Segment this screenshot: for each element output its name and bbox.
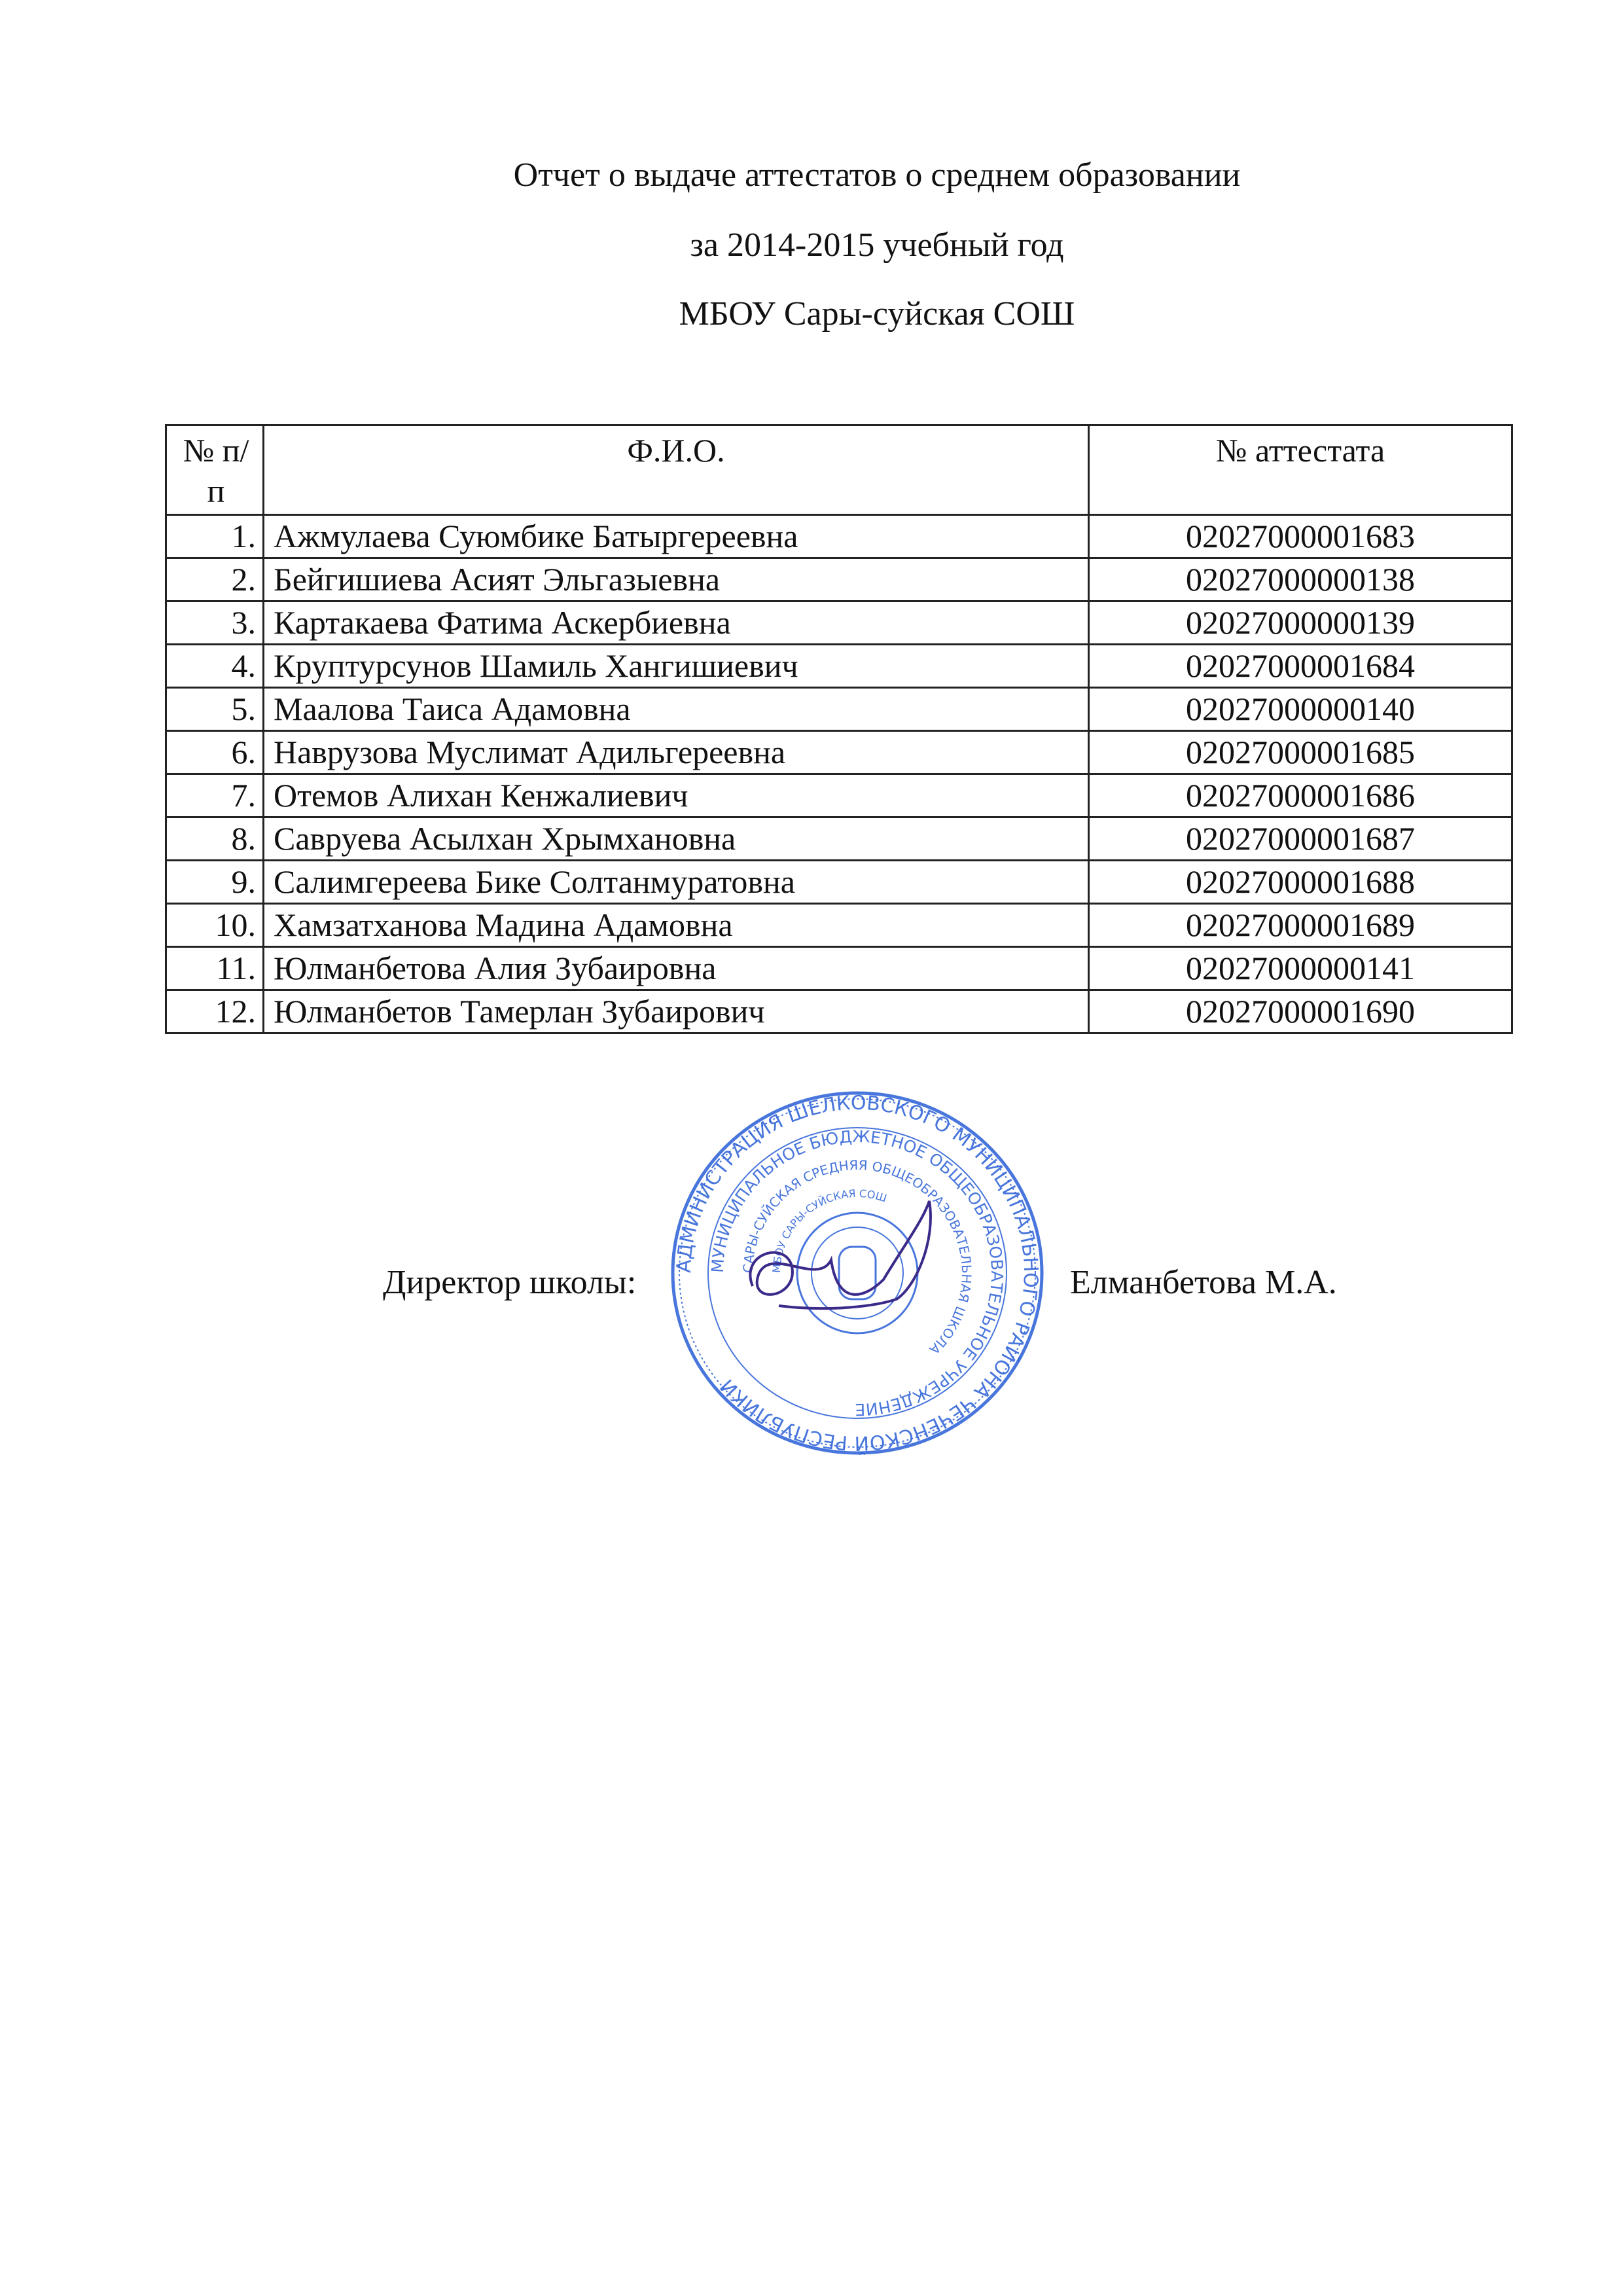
row-number: 2. [166,558,264,601]
certificate-number: 02027000000140 [1089,688,1512,731]
certificate-number: 02027000001690 [1089,990,1512,1033]
row-number: 11. [166,947,264,990]
student-name: Юлманбетов Тамерлан Зубаирович [264,990,1089,1033]
table-row [166,688,1512,731]
row-number: 8. [166,817,264,861]
student-name: Бейгишиева Асият Эльгазыевна [264,558,1089,601]
table-row [166,774,1512,817]
seal-middle-text: МУНИЦИПАЛЬНОЕ БЮДЖЕТНОЕ ОБЩЕОБРАЗОВАТЕЛЬНОЕ УЧРЕЖДЕНИЕ [707,1126,1007,1420]
row-number: 3. [166,601,264,645]
row-number: 6. [166,731,264,774]
director-name: Елманбетова М.А. [1070,1264,1337,1301]
table-row [166,990,1512,1033]
seal-outer-text: АДМИНИСТРАЦИЯ ШЕЛКОВСКОГО МУНИЦИПАЛЬНОГО РАЙОНА ЧЕЧЕНСКОЙ РЕСПУБЛИКИ [672,1091,1043,1455]
table-row [166,558,1512,601]
row-number: 10. [166,904,264,947]
table-header-row [166,425,1512,515]
row-number: 1. [166,515,264,558]
report-title: Отчет о выдаче аттестатов о среднем образовании [513,156,1241,194]
row-number: 12. [166,990,264,1033]
student-name: Отемов Алихан Кенжалиевич [264,774,1089,817]
table-row [166,731,1512,774]
row-number: 9. [166,861,264,904]
certificate-number: 02027000001684 [1089,645,1512,688]
certificate-number: 02027000001688 [1089,861,1512,904]
certificate-number: 02027000001683 [1089,515,1512,558]
student-name: Ажмулаева Суюмбике Батыргереевна [264,515,1089,558]
header-name: Ф.И.О. [264,425,1089,515]
row-number: 5. [166,688,264,731]
student-name: Салимгереева Бике Солтанмуратовна [264,861,1089,904]
table-row [166,817,1512,861]
table-row [166,904,1512,947]
student-name: Савруева Асылхан Хрымхановна [264,817,1089,861]
header-cert: № аттестата [1089,425,1512,515]
certificate-number: 02027000000141 [1089,947,1512,990]
student-name: Маалова Таиса Адамовна [264,688,1089,731]
header-num: № п/п [166,425,264,515]
table-row [166,515,1512,558]
seal-inner-text: САРЫ-СУЙСКАЯ СРЕДНЯЯ ОБЩЕОБРАЗОВАТЕЛЬНАЯ ШКОЛА [740,1157,975,1358]
signature-label: Директор школы: [383,1264,637,1301]
certificate-number: 02027000001686 [1089,774,1512,817]
certificate-number: 02027000001685 [1089,731,1512,774]
row-number: 7. [166,774,264,817]
student-name: Наврузова Муслимат Адильгереевна [264,731,1089,774]
school-name: МБОУ Сары-суйская СОШ [679,295,1075,332]
certificate-number: 02027000001689 [1089,904,1512,947]
row-number: 4. [166,645,264,688]
certificate-number: 02027000000138 [1089,558,1512,601]
table-row [166,861,1512,904]
student-name: Круптурсунов Шамиль Хангишиевич [264,645,1089,688]
student-name: Хамзатханова Мадина Адамовна [264,904,1089,947]
table-row [166,601,1512,645]
certificates-table [165,424,1513,1034]
table-row [166,947,1512,990]
student-name: Юлманбетова Алия Зубаировна [264,947,1089,990]
certificate-number: 02027000000139 [1089,601,1512,645]
school-year: за 2014-2015 учебный год [690,226,1064,264]
certificate-number: 02027000001687 [1089,817,1512,861]
table-row [166,645,1512,688]
student-name: Картакаева Фатима Аскербиевна [264,601,1089,645]
school-seal [668,1090,1047,1456]
seal-core-text: МБОУ САРЫ-СУЙСКАЯ СОШ [770,1187,889,1274]
